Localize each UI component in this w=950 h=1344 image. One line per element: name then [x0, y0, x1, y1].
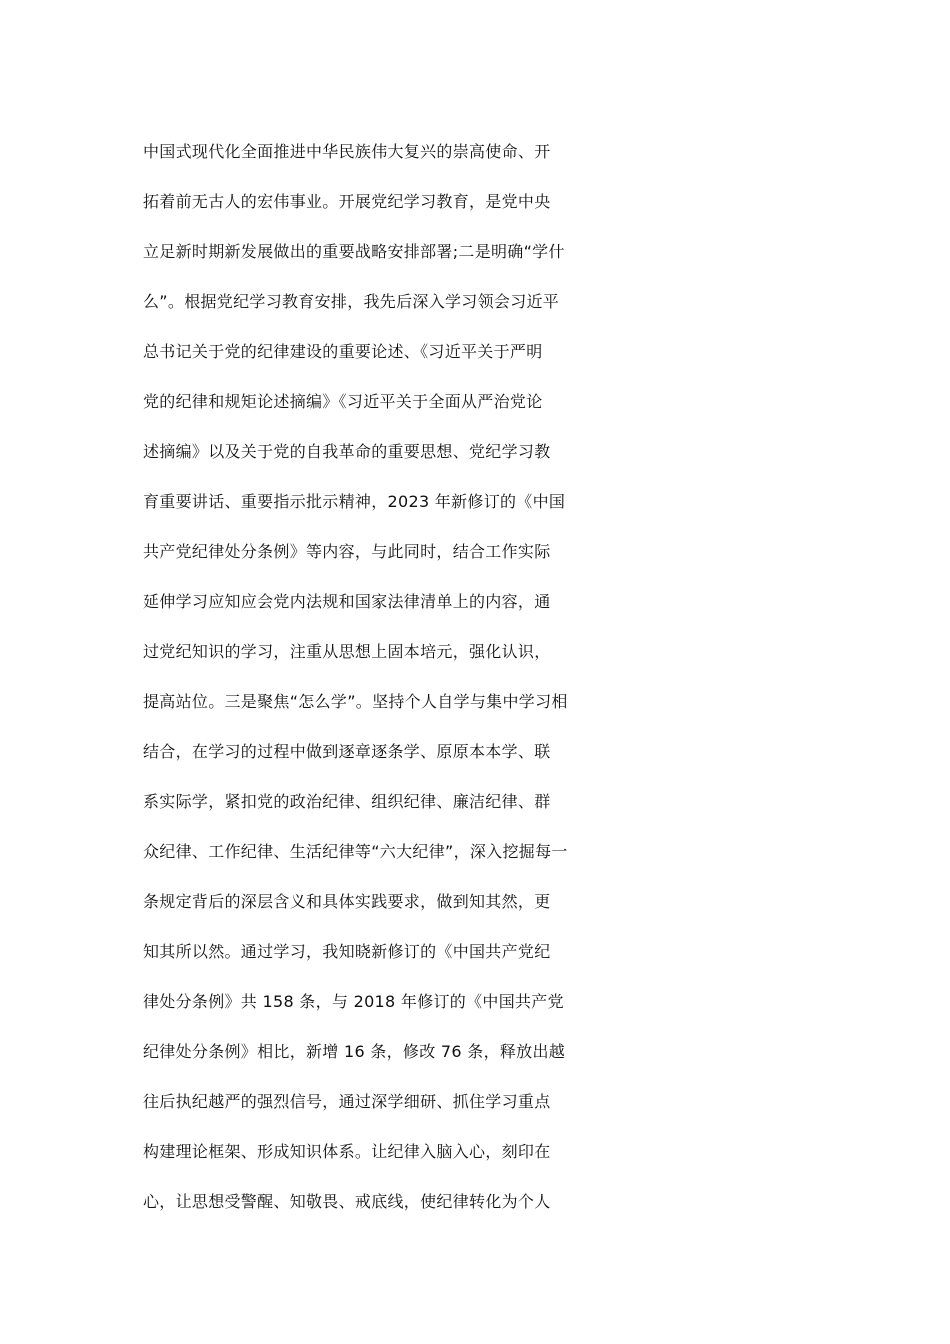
text-line: 系实际学，紧扣党的政治纪律、组织纪律、廉洁纪律、群 [143, 792, 551, 811]
text-line: 构建理论框架、形成知识体系。让纪律入脑入心，刻印在 [143, 1142, 551, 1161]
text-line: 共产党纪律处分条例》等内容，与此同时，结合工作实际 [143, 542, 551, 561]
text-line: 中国式现代化全面推进中华民族伟大复兴的崇高使命、开 [143, 142, 551, 161]
text-line: 立足新时期新发展做出的重要战略安排部署;二是明确“学什 [143, 242, 565, 261]
text-line: 述摘编》以及关于党的自我革命的重要思想、党纪学习教 [143, 442, 551, 461]
text-line: 延伸学习应知应会党内法规和国家法律清单上的内容，通 [143, 592, 551, 611]
text-line: 么”。根据党纪学习教育安排，我先后深入学习领会习近平 [143, 292, 560, 311]
text-line: 拓着前无古人的宏伟事业。开展党纪学习教育，是党中央 [143, 192, 551, 211]
text-line: 党的纪律和规矩论述摘编》《习近平关于全面从严治党论 [143, 392, 543, 411]
text-line: 纪律处分条例》相比，新增 16 条，修改 76 条，释放出越 [143, 1042, 566, 1061]
text-line: 条规定背后的深层含义和具体实践要求，做到知其然，更 [143, 892, 551, 911]
text-line: 结合，在学习的过程中做到逐章逐条学、原原本本学、联 [143, 742, 551, 761]
text-line: 育重要讲话、重要指示批示精神，2023 年新修订的《中国 [143, 492, 566, 511]
text-line: 提高站位。三是聚焦“怎么学”。坚持个人自学与集中学习相 [143, 692, 568, 711]
body-paragraph [143, 127, 813, 1227]
text-line: 总书记关于党的纪律建设的重要论述、《习近平关于严明 [143, 342, 543, 361]
text-line: 知其所以然。通过学习，我知晓新修订的《中国共产党纪 [143, 942, 551, 961]
text-line: 往后执纪越严的强烈信号，通过深学细研、抓住学习重点 [143, 1092, 551, 1111]
text-line: 律处分条例》共 158 条，与 2018 年修订的《中国共产党 [143, 992, 564, 1011]
text-line: 过党纪知识的学习，注重从思想上固本培元，强化认识， [143, 642, 551, 661]
text-line: 众纪律、工作纪律、生活纪律等“六大纪律”，深入挖掘每一 [143, 842, 568, 861]
text-line: 心，让思想受警醒、知敬畏、戒底线，使纪律转化为个人 [143, 1192, 551, 1211]
